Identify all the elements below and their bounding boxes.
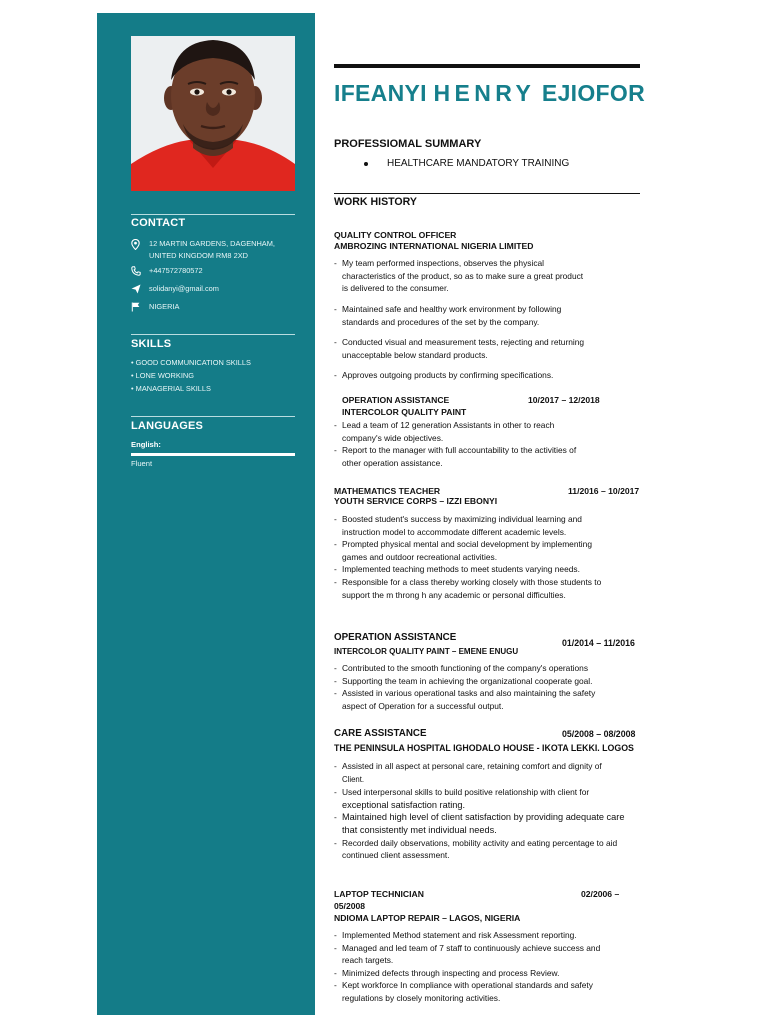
job-bullets — [334, 303, 634, 328]
list-item: - Prompted physical mental and social development by implementing games and outdoor recreational activities. — [334, 538, 634, 563]
work-history-divider — [334, 193, 640, 194]
list-item: - Lead a team of 12 generation Assistants in other to reach company's wide objectives. — [334, 419, 634, 444]
languages-heading: LANGUAGES — [131, 420, 204, 432]
skill-item: • LONE WORKING — [131, 371, 194, 380]
job-title: QUALITY CONTROL OFFICER — [334, 230, 457, 240]
phone-row — [131, 265, 301, 277]
job-bullets — [334, 513, 634, 601]
language-level-bar — [131, 453, 295, 456]
job-company: YOUTH SERVICE CORPS – IZZI EBONYI — [334, 496, 498, 506]
list-item: - Maintained high level of client satisfaction by providing adequate care that consistently met individual needs. — [334, 811, 634, 836]
candidate-name: IFEANYI HENRY EJIOFOR — [334, 80, 645, 106]
job-title: OPERATION ASSISTANCE — [334, 632, 457, 643]
list-item: - Report to the manager with full accountability to the activities of other operation assistance. — [334, 444, 634, 469]
list-item: - Maintained safe and healthy work environment by following standards and procedures of the set by the company. — [334, 303, 634, 328]
list-item: - Recorded daily observations, mobility activity and eating percentage to aid continued client assessment. — [334, 837, 634, 862]
job-bullets — [334, 419, 634, 469]
list-item: - Minimized defects through inspecting and process Review. — [334, 967, 634, 980]
work-history-heading: WORK HISTORY — [334, 196, 417, 208]
list-item: - Used interpersonal skills to build positive relationship with client for exceptional satisfaction rating. — [334, 786, 634, 811]
languages-divider — [131, 416, 295, 417]
flag-icon — [131, 301, 149, 312]
job-dates: 11/2016 – 10/2017 — [568, 486, 640, 496]
bullet-icon — [364, 162, 368, 166]
phone-number: +447572780572 — [149, 266, 203, 275]
job-title: OPERATION ASSISTANCE — [342, 395, 450, 405]
job-bullets — [334, 662, 634, 712]
list-item: - Approves outgoing products by confirming specifications. — [334, 369, 634, 382]
language-name: English: — [131, 440, 161, 449]
send-icon — [131, 283, 149, 294]
job-dates: 05/2008 – 08/2008 — [562, 729, 636, 739]
summary-heading: PROFESSIOMAL SUMMARY — [334, 138, 482, 150]
sidebar — [97, 13, 315, 1015]
list-item: - My team performed inspections, observes the physical characteristics of the product, so as to make sure a great product is delivered to the consumer. — [334, 257, 634, 295]
list-item: - Kept workforce In compliance with operational standards and safety regulations by closely monitoring activities. — [334, 979, 634, 1004]
job-company: INTERCOLOR QUALITY PAINT — [342, 407, 467, 417]
profile-photo — [131, 36, 295, 191]
skill-item: • MANAGERIAL SKILLS — [131, 384, 211, 393]
country: NIGERIA — [149, 302, 180, 311]
list-item: - Supporting the team in achieving the organizational cooperate goal. — [334, 675, 634, 688]
skills-heading: SKILLS — [131, 338, 172, 350]
address-row — [131, 238, 301, 262]
phone-icon — [131, 265, 149, 276]
list-item: - Implemented teaching methods to meet students varying needs. — [334, 563, 634, 576]
email-row — [131, 283, 301, 295]
list-item: - Contributed to the smooth functioning of the company's operations — [334, 662, 634, 675]
job-company: NDIOMA LAPTOP REPAIR – LAGOS, NIGERIA — [334, 913, 521, 923]
header-bar — [334, 64, 640, 68]
list-item: - Responsible for a class thereby working closely with those students to support the m throng h any academic or personal difficulties. — [334, 576, 634, 601]
summary-item: HEALTHCARE MANDATORY TRAINING — [364, 158, 569, 169]
job-bullets — [334, 336, 634, 361]
address-line-1: 12 MARTIN GARDENS, DAGENHAM, — [149, 239, 275, 248]
list-item: - Assisted in various operational tasks and also maintaining the safety aspect of Operation for a successful output. — [334, 687, 634, 712]
contact-heading: CONTACT — [131, 217, 186, 229]
skill-item: • GOOD COMMUNICATION SKILLS — [131, 358, 251, 367]
location-pin-icon — [131, 238, 149, 250]
list-item: - Assisted in all aspect at personal care, retaining comfort and dignity of Client. — [334, 760, 634, 786]
job-dates: 02/2006 – — [581, 889, 620, 899]
job-company: AMBROZING INTERNATIONAL NIGERIA LIMITED — [334, 241, 534, 251]
language-level: Fluent — [131, 459, 153, 468]
job-bullets — [334, 760, 634, 862]
job-company: THE PENINSULA HOSPITAL IGHODALO HOUSE - IKOTA LEKKI. LOGOS — [334, 743, 634, 753]
job-title: CARE ASSISTANCE — [334, 728, 427, 739]
job-bullets — [334, 257, 634, 295]
job-dates: 01/2014 – 11/2016 — [562, 638, 635, 648]
list-item: - Conducted visual and measurement tests, rejecting and returning unacceptable below standard products. — [334, 336, 634, 361]
job-title: LAPTOP TECHNICIAN — [334, 889, 424, 899]
job-title: MATHEMATICS TEACHER — [334, 486, 441, 496]
skills-divider — [131, 334, 295, 335]
job-dates: 10/2017 – 12/2018 — [528, 395, 600, 405]
country-row — [131, 301, 301, 313]
job-company: INTERCOLOR QUALITY PAINT – EMENE ENUGU — [334, 647, 519, 656]
job-dates-continued: 05/2008 — [334, 901, 366, 911]
list-item: - Implemented Method statement and risk Assessment reporting. — [334, 929, 634, 942]
address-line-2: UNITED KINGDOM RM8 2XD — [149, 251, 248, 260]
list-item: - Managed and led team of 7 staff to continuously achieve success and reach targets. — [334, 942, 634, 967]
list-item: - Boosted student's success by maximizing individual learning and instruction model to accommodate different academic levels. — [334, 513, 634, 538]
job-bullets — [334, 369, 634, 382]
job-bullets — [334, 929, 634, 1005]
contact-divider — [131, 214, 295, 215]
email-address[interactable]: solidanyi@gmail.com — [149, 284, 219, 293]
